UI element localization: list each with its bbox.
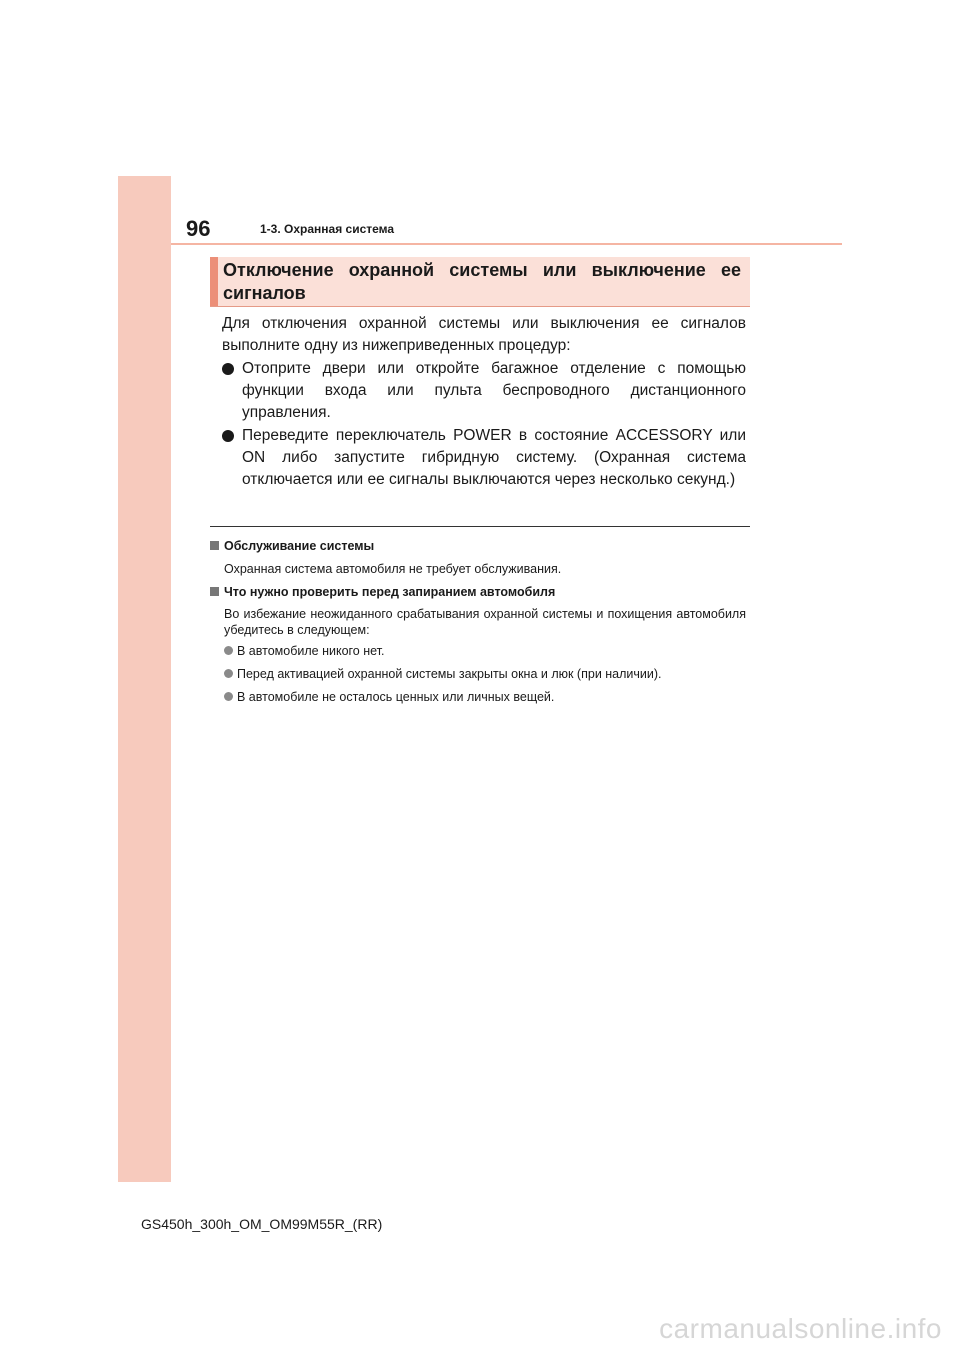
intro-paragraph: Для отключения охранной системы или выключения ее сигналов выполните одну из нижеприведенных процедур: bbox=[222, 315, 746, 354]
note-heading bbox=[210, 584, 750, 600]
square-bullet-icon bbox=[210, 587, 219, 596]
note-list-item bbox=[224, 666, 746, 682]
square-bullet-icon bbox=[210, 541, 219, 550]
watermark: carmanualsonline.info bbox=[659, 1313, 942, 1344]
bullet-dot-icon bbox=[222, 363, 234, 375]
list-item bbox=[222, 358, 746, 424]
note-heading-text: Обслуживание системы bbox=[224, 539, 375, 553]
list-item-text: Переведите переключатель POWER в состояние ACCESSORY или ON либо запустите гибридную систему. (Охранная система отключается или ее сигналы выключаются через несколько секунд.) bbox=[242, 427, 746, 488]
section-heading-box bbox=[210, 257, 750, 307]
header-rule bbox=[171, 243, 842, 245]
note-heading-text: Что нужно проверить перед запиранием автомобиля bbox=[224, 585, 556, 599]
list-item bbox=[222, 425, 746, 491]
footer-doc-code: GS450h_300h_OM_OM99M55R_(RR) bbox=[141, 1216, 383, 1232]
section-divider bbox=[210, 526, 750, 527]
note-list-item bbox=[224, 643, 746, 659]
note-text: Во избежание неожиданного срабатывания охранной системы и похищения автомобиля убедитесь в следующем: bbox=[224, 607, 746, 637]
list-item-text: Отоприте двери или откройте багажное отделение с помощью функции входа или пульта беспроводного дистанционного управления. bbox=[242, 360, 746, 421]
note-list-item bbox=[224, 689, 746, 705]
section-label: 1-3. Охранная система bbox=[260, 222, 395, 236]
side-tab-band bbox=[118, 176, 171, 1182]
bullet-dot-icon bbox=[224, 692, 233, 701]
note-text: Охранная система автомобиля не требует обслуживания. bbox=[224, 562, 562, 576]
note-heading bbox=[210, 538, 750, 554]
bullet-dot-icon bbox=[224, 669, 233, 678]
page-number: 96 bbox=[186, 216, 211, 241]
bullet-dot-icon bbox=[224, 646, 233, 655]
section-heading: Отключение охранной системы или выключение ее сигналов bbox=[223, 260, 741, 303]
heading-accent-bar bbox=[210, 257, 218, 306]
bullet-dot-icon bbox=[222, 430, 234, 442]
note-list-item-text: Перед активацией охранной системы закрыты окна и люк (при наличии). bbox=[237, 667, 662, 681]
note-list-item-text: В автомобиле никого нет. bbox=[237, 644, 385, 658]
note-list-item-text: В автомобиле не осталось ценных или личных вещей. bbox=[237, 690, 555, 704]
